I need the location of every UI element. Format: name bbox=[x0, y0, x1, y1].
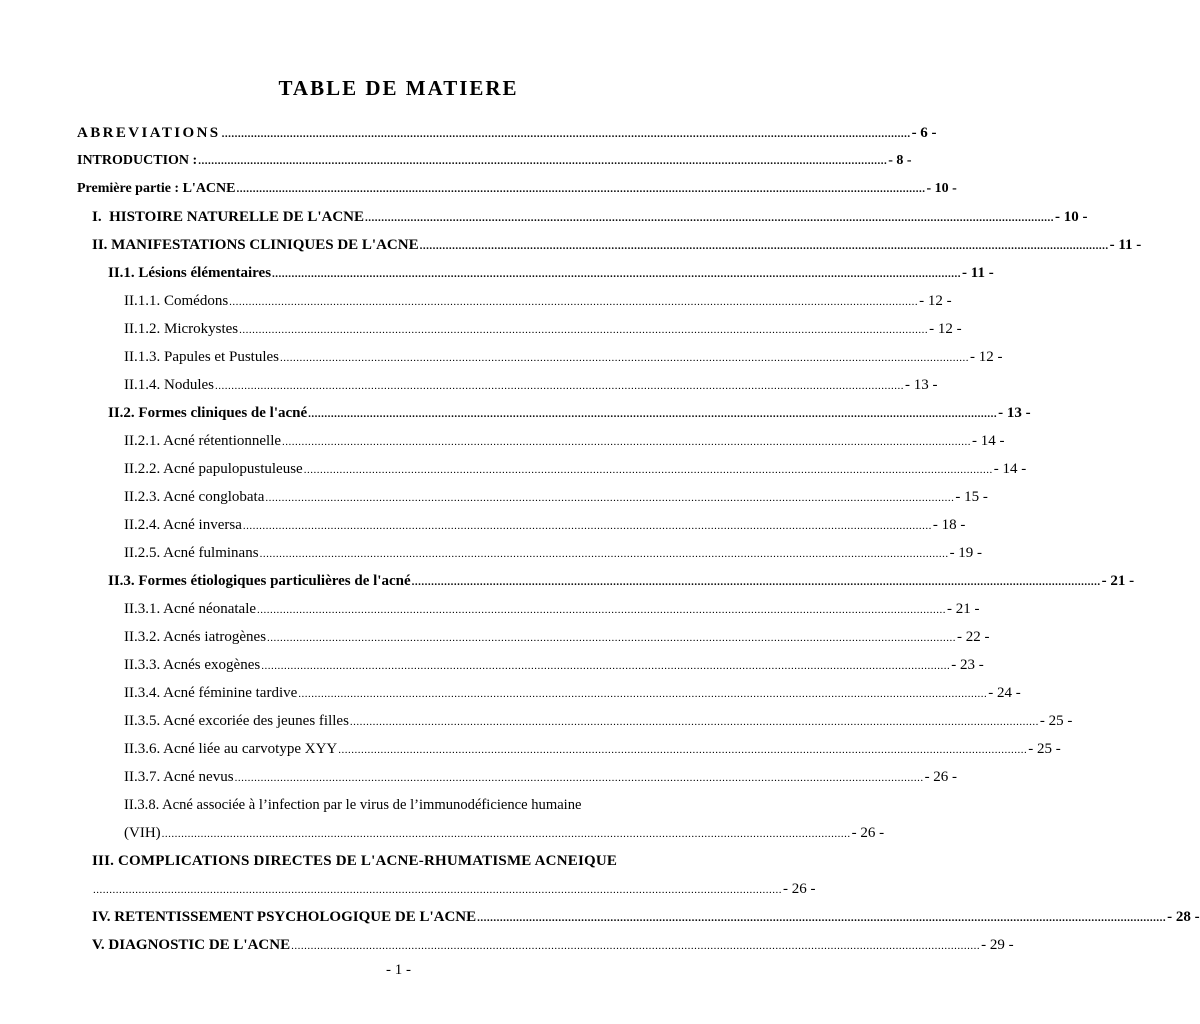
toc-entry-acne-retentionnelle[interactable] bbox=[124, 427, 1005, 455]
dot-leader: .................................................................................................................................................................................................................... bbox=[229, 296, 919, 308]
toc-entry-page: - 26 - bbox=[851, 825, 885, 841]
toc-entry-label: II. MANIFESTATIONS CLINIQUES DE L'ACNE bbox=[92, 237, 419, 253]
toc-entry-label: INTRODUCTION : bbox=[77, 153, 198, 168]
dot-leader: .................................................................................................................................................................................................................... bbox=[349, 716, 1039, 728]
dot-leader: .................................................................................................................................................................................................................... bbox=[419, 240, 1109, 252]
toc-entry-acne-carvotype-xyy[interactable] bbox=[124, 735, 1061, 763]
toc-entry-page: - 29 - bbox=[981, 937, 1014, 953]
toc-entry-label: II.1. Lésions élémentaires bbox=[108, 265, 272, 281]
toc-entry-acne-papulopustuleuse[interactable] bbox=[124, 455, 1027, 483]
toc-entry-page: - 22 - bbox=[957, 629, 990, 645]
toc-entry-page: - 26 - bbox=[783, 881, 816, 897]
dot-leader: .................................................................................................................................................................................................................... bbox=[338, 744, 1028, 756]
toc-entry-page: - 12 - bbox=[970, 349, 1003, 365]
toc-entry-label: II.2.1. Acné rétentionnelle bbox=[124, 433, 282, 449]
page-number-footer: - 1 - bbox=[386, 962, 411, 978]
toc-entry-introduction[interactable] bbox=[77, 147, 912, 175]
toc-entry-label: II.2.4. Acné inversa bbox=[124, 517, 242, 533]
toc-entry-acne-feminine-tardive[interactable] bbox=[124, 679, 1021, 707]
toc-entry-page: - 12 - bbox=[919, 293, 952, 309]
toc-entry-nodules[interactable] bbox=[124, 371, 938, 399]
toc-entry-abreviations[interactable] bbox=[77, 119, 937, 147]
toc-entry-page: - 11 - bbox=[1109, 237, 1142, 253]
dot-leader: .................................................................................................................................................................................................................... bbox=[261, 660, 951, 672]
dot-leader: .................................................................................................................................................................................................................... bbox=[198, 155, 888, 167]
toc-entry-page: - 21 - bbox=[1101, 573, 1135, 589]
toc-entry-label: II.2.2. Acné papulopustuleuse bbox=[124, 461, 303, 477]
toc-entry-page: - 12 - bbox=[929, 321, 962, 337]
dot-leader: .................................................................................................................................................................................................................... bbox=[236, 183, 926, 195]
toc-entry-formes-etiologiques[interactable] bbox=[108, 567, 1135, 595]
dot-leader: .................................................................................................................................................................................................................... bbox=[93, 884, 782, 896]
toc-entry-label: V. DIAGNOSTIC DE L'ACNE bbox=[92, 937, 291, 953]
toc-entry-page: - 10 - bbox=[926, 181, 957, 196]
dot-leader: .................................................................................................................................................................................................................... bbox=[298, 688, 988, 700]
toc-entry-page: - 6 - bbox=[911, 125, 937, 141]
toc-entry-page: - 26 - bbox=[924, 769, 958, 785]
toc-entry-label: II.1.2. Microkystes bbox=[124, 321, 239, 337]
toc-entry-formes-cliniques[interactable] bbox=[108, 399, 1031, 427]
toc-entry-page: - 25 - bbox=[1039, 713, 1073, 729]
dot-leader: .................................................................................................................................................................................................................... bbox=[303, 464, 993, 476]
toc-entry-page: - 25 - bbox=[1028, 741, 1061, 757]
dot-leader: .................................................................................................................................................................................................................... bbox=[411, 576, 1101, 588]
toc-entry-acne-neonatale[interactable] bbox=[124, 595, 980, 623]
toc-entry-label: Première partie : L'ACNE bbox=[77, 181, 236, 196]
dot-leader: .................................................................................................................................................................................................................... bbox=[239, 324, 929, 336]
toc-entry-label: II.3.1. Acné néonatale bbox=[124, 601, 257, 617]
toc-entry-page: - 15 - bbox=[955, 489, 988, 505]
dot-leader: .................................................................................................................................................................................................................... bbox=[215, 380, 904, 392]
toc-entry-label: ABREVIATIONS bbox=[77, 125, 221, 141]
toc-entry-manifestations-cliniques[interactable] bbox=[92, 231, 1142, 259]
toc-entry-histoire-naturelle[interactable] bbox=[92, 203, 1088, 231]
page-title: TABLE DE MATIERE bbox=[278, 76, 519, 100]
dot-leader: .................................................................................................................................................................................................................... bbox=[291, 940, 981, 952]
toc-entry-label: II.2.3. Acné conglobata bbox=[124, 489, 265, 505]
toc-entry-label: II.3.7. Acné nevus bbox=[124, 769, 234, 785]
toc-entry-complications[interactable] bbox=[92, 875, 816, 903]
toc-entry-retentissement-psychologique[interactable] bbox=[92, 903, 1200, 931]
dot-leader: .................................................................................................................................................................................................................... bbox=[282, 436, 972, 448]
toc-entry-acne-excoriee[interactable] bbox=[124, 707, 1073, 735]
dot-leader: .................................................................................................................................................................................................................... bbox=[259, 548, 949, 560]
toc-entry-complications-line1[interactable]: III. COMPLICATIONS DIRECTES DE L'ACNE-RHUMATISME ACNEIQUE bbox=[92, 853, 618, 869]
toc-entry-acnes-iatrogenes[interactable] bbox=[124, 623, 990, 651]
toc-entry-label: II.3.3. Acnés exogènes bbox=[124, 657, 261, 673]
toc-entry-label: II.3.4. Acné féminine tardive bbox=[124, 685, 298, 701]
toc-entry-label: II.3.6. Acné liée au carvotype XYY bbox=[124, 741, 338, 757]
toc-entry-premiere-partie[interactable] bbox=[77, 175, 957, 203]
toc-entry-page: - 19 - bbox=[949, 545, 983, 561]
toc-entry-diagnostic[interactable] bbox=[92, 931, 1014, 959]
toc-entry-lesions-elementaires[interactable] bbox=[108, 259, 994, 287]
toc-entry-page: - 8 - bbox=[888, 153, 912, 168]
toc-entry-label: II.3.2. Acnés iatrogènes bbox=[124, 629, 267, 645]
toc-entry-label: (VIH) bbox=[124, 825, 161, 841]
dot-leader: .................................................................................................................................................................................................................... bbox=[234, 772, 924, 784]
toc-entry-label: IV. RETENTISSEMENT PSYCHOLOGIQUE DE L'ACNE bbox=[92, 909, 477, 925]
toc-entry-page: - 13 - bbox=[998, 405, 1031, 421]
toc-entry-label: II.1.3. Papules et Pustules bbox=[124, 349, 279, 365]
toc-entry-acne-inversa[interactable] bbox=[124, 511, 966, 539]
toc-entry-label: I. HISTOIRE NATURELLE DE L'ACNE bbox=[92, 209, 365, 225]
dot-leader: .................................................................................................................................................................................................................... bbox=[242, 520, 932, 532]
toc-entry-page: - 14 - bbox=[972, 433, 1005, 449]
toc-entry-acne-vih[interactable] bbox=[124, 819, 885, 847]
toc-entry-page: - 14 - bbox=[993, 461, 1027, 477]
toc-entry-label: II.3.5. Acné excoriée des jeunes filles bbox=[124, 713, 349, 729]
dot-leader: .................................................................................................................................................................................................................... bbox=[267, 632, 957, 644]
dot-leader: .................................................................................................................................................................................................................... bbox=[161, 828, 851, 840]
toc-entry-page: - 24 - bbox=[988, 685, 1021, 701]
toc-entry-acne-vih-line1[interactable]: II.3.8. Acné associée à l’infection par le virus de l’immunodéficience humaine bbox=[124, 797, 582, 813]
dot-leader: .................................................................................................................................................................................................................... bbox=[280, 352, 969, 364]
toc-entry-page: - 21 - bbox=[947, 601, 980, 617]
toc-entry-page: - 23 - bbox=[951, 657, 984, 673]
toc-entry-page: - 18 - bbox=[932, 517, 966, 533]
toc-entry-acne-nevus[interactable] bbox=[124, 763, 958, 791]
toc-entry-microkystes[interactable] bbox=[124, 315, 962, 343]
toc-entry-comedons[interactable] bbox=[124, 287, 952, 315]
toc-entry-label: II.2.5. Acné fulminans bbox=[124, 545, 259, 561]
dot-leader: .................................................................................................................................................................................................................... bbox=[257, 604, 947, 616]
toc-entry-acnes-exogenes[interactable] bbox=[124, 651, 984, 679]
dot-leader: .................................................................................................................................................................................................................... bbox=[308, 408, 998, 420]
dot-leader: .................................................................................................................................................................................................................... bbox=[265, 492, 955, 504]
toc-entry-page: - 10 - bbox=[1055, 209, 1088, 225]
toc-entry-page: - 28 - bbox=[1167, 909, 1200, 925]
dot-leader: .................................................................................................................................................................................................................... bbox=[477, 912, 1167, 924]
toc-entry-label: II.1.4. Nodules bbox=[124, 377, 214, 393]
toc-entry-label: II.1.1. Comédons bbox=[124, 293, 229, 309]
toc-entry-acne-fulminans[interactable] bbox=[124, 539, 983, 567]
toc-entry-page: - 11 - bbox=[962, 265, 994, 281]
toc-entry-acne-conglobata[interactable] bbox=[124, 483, 988, 511]
dot-leader: .................................................................................................................................................................................................................... bbox=[365, 212, 1055, 224]
toc-entry-papules-pustules[interactable] bbox=[124, 343, 1003, 371]
dot-leader: .................................................................................................................................................................................................................... bbox=[221, 128, 911, 140]
toc-entry-label: II.2. Formes cliniques de l'acné bbox=[108, 405, 308, 421]
toc-entry-page: - 13 - bbox=[905, 377, 938, 393]
toc-entry-label: II.3. Formes étiologiques particulières de l'acné bbox=[108, 573, 411, 589]
dot-leader: .................................................................................................................................................................................................................... bbox=[272, 268, 962, 280]
